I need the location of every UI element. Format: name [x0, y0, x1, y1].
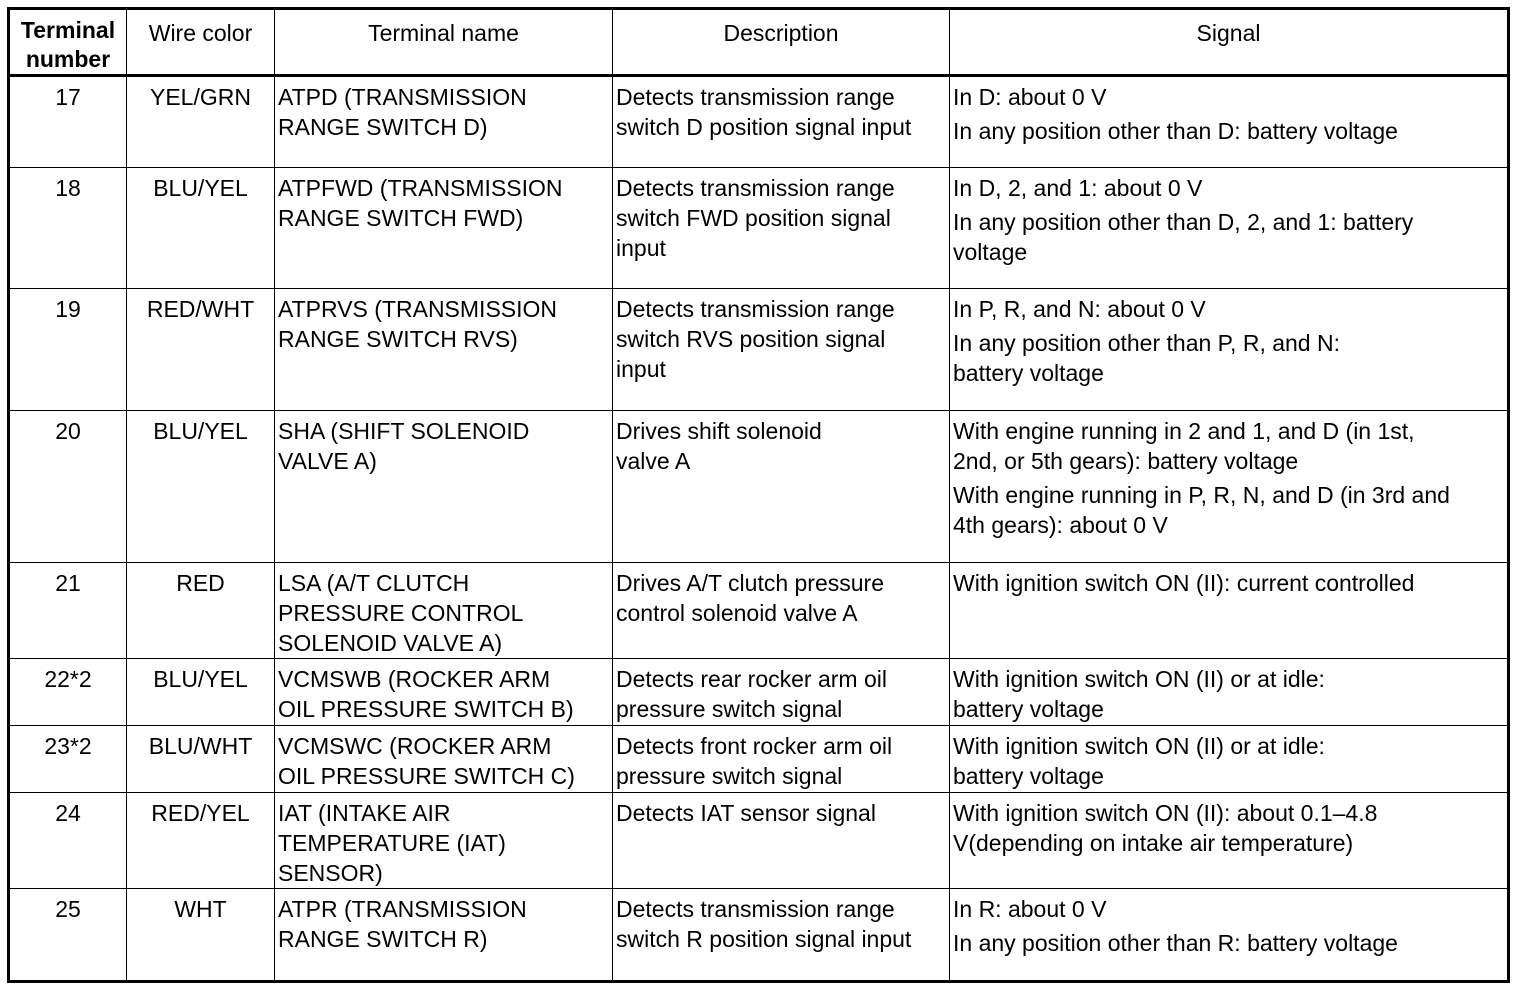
header-row: [9, 9, 1509, 76]
terminal-name-text: LSA (A/T CLUTCH PRESSURE CONTROL SOLENOID VALVE A): [278, 570, 524, 656]
cell-terminal-number: 17: [9, 76, 127, 168]
cell-wire-color: BLU/YEL: [127, 659, 275, 726]
description-text: Detects IAT sensor signal: [616, 800, 876, 826]
cell-terminal-name: [275, 168, 613, 289]
cell-terminal-number: 24: [9, 793, 127, 889]
cell-terminal-name: [275, 793, 613, 889]
terminal-name-text: SHA (SHIFT SOLENOID VALVE A): [278, 418, 530, 474]
cell-description: [613, 289, 950, 411]
table-row: [9, 889, 1509, 982]
cell-description: [613, 563, 950, 659]
cell-description: [613, 889, 950, 982]
cell-description: [613, 76, 950, 168]
table-row: [9, 793, 1509, 889]
cell-terminal-number: 18: [9, 168, 127, 289]
cell-terminal-name: [275, 726, 613, 793]
cell-terminal-name: [275, 411, 613, 563]
cell-description: [613, 411, 950, 563]
header-terminal-number: Terminal number: [9, 9, 127, 76]
cell-wire-color: RED/YEL: [127, 793, 275, 889]
cell-terminal-number: 25: [9, 889, 127, 982]
cell-wire-color: RED/WHT: [127, 289, 275, 411]
cell-terminal-number: 20: [9, 411, 127, 563]
description-text: Detects rear rocker arm oil pressure switch signal: [616, 666, 887, 722]
signal-line-2: With engine running in P, R, N, and D (in 3rd and 4th gears): about 0 V: [953, 482, 1450, 538]
description-text: Detects front rocker arm oil pressure switch signal: [616, 733, 893, 789]
cell-wire-color: BLU/YEL: [127, 411, 275, 563]
signal-line-1: With ignition switch ON (II) or at idle: battery voltage: [953, 666, 1325, 722]
header-wire-color: Wire color: [127, 9, 275, 76]
cell-signal: [950, 659, 1509, 726]
signal-line-2: In any position other than P, R, and N: battery voltage: [953, 330, 1340, 386]
cell-signal: [950, 289, 1509, 411]
description-text: Drives shift solenoid valve A: [616, 418, 822, 474]
cell-signal: [950, 793, 1509, 889]
terminal-table: [7, 7, 1510, 983]
table-row: [9, 76, 1509, 168]
header-description: Description: [613, 9, 950, 76]
signal-line-1: In P, R, and N: about 0 V: [953, 296, 1206, 322]
cell-description: [613, 726, 950, 793]
table-row: [9, 289, 1509, 411]
cell-terminal-name: [275, 659, 613, 726]
cell-terminal-name: [275, 889, 613, 982]
table-row: [9, 659, 1509, 726]
cell-wire-color: WHT: [127, 889, 275, 982]
terminal-name-text: VCMSWC (ROCKER ARM OIL PRESSURE SWITCH C): [278, 733, 575, 789]
cell-signal: [950, 411, 1509, 563]
cell-description: [613, 168, 950, 289]
terminal-name-text: ATPD (TRANSMISSION RANGE SWITCH D): [278, 84, 527, 140]
header-terminal-name: Terminal name: [275, 9, 613, 76]
cell-wire-color: RED: [127, 563, 275, 659]
signal-line-1: With engine running in 2 and 1, and D (in 1st, 2nd, or 5th gears): battery voltage: [953, 418, 1415, 474]
table-row: [9, 726, 1509, 793]
cell-wire-color: BLU/WHT: [127, 726, 275, 793]
cell-description: [613, 793, 950, 889]
signal-line-2: In any position other than R: battery voltage: [953, 930, 1398, 956]
cell-terminal-name: [275, 563, 613, 659]
cell-signal: [950, 563, 1509, 659]
cell-wire-color: BLU/YEL: [127, 168, 275, 289]
cell-signal: [950, 726, 1509, 793]
cell-signal: [950, 76, 1509, 168]
cell-terminal-name: [275, 289, 613, 411]
signal-line-1: In R: about 0 V: [953, 896, 1107, 922]
signal-line-2: In any position other than D, 2, and 1: battery voltage: [953, 209, 1414, 265]
description-text: Detects transmission range switch RVS position signal input: [616, 296, 895, 382]
terminal-name-text: ATPR (TRANSMISSION RANGE SWITCH R): [278, 896, 527, 952]
signal-line-2: In any position other than D: battery voltage: [953, 118, 1398, 144]
signal-line-1: With ignition switch ON (II): current controlled: [953, 570, 1415, 596]
description-text: Detects transmission range switch D position signal input: [616, 84, 912, 140]
cell-signal: [950, 168, 1509, 289]
signal-line-1: In D: about 0 V: [953, 84, 1107, 110]
description-text: Drives A/T clutch pressure control solenoid valve A: [616, 570, 885, 626]
table-row: [9, 563, 1509, 659]
cell-wire-color: YEL/GRN: [127, 76, 275, 168]
header-signal: Signal: [950, 9, 1509, 76]
terminal-name-text: ATPFWD (TRANSMISSION RANGE SWITCH FWD): [278, 175, 563, 231]
cell-terminal-name: [275, 76, 613, 168]
cell-terminal-number: 22*2: [9, 659, 127, 726]
cell-description: [613, 659, 950, 726]
table-row: [9, 411, 1509, 563]
cell-terminal-number: 19: [9, 289, 127, 411]
signal-line-1: With ignition switch ON (II): about 0.1–4.8 V(depending on intake air temperature): [953, 800, 1378, 856]
cell-signal: [950, 889, 1509, 982]
terminal-name-text: ATPRVS (TRANSMISSION RANGE SWITCH RVS): [278, 296, 558, 352]
cell-terminal-number: 23*2: [9, 726, 127, 793]
terminal-name-text: IAT (INTAKE AIR TEMPERATURE (IAT) SENSOR): [278, 800, 506, 886]
cell-terminal-number: 21: [9, 563, 127, 659]
terminal-name-text: VCMSWB (ROCKER ARM OIL PRESSURE SWITCH B): [278, 666, 574, 722]
signal-line-1: With ignition switch ON (II) or at idle: battery voltage: [953, 733, 1325, 789]
description-text: Detects transmission range switch FWD position signal input: [616, 175, 895, 261]
description-text: Detects transmission range switch R position signal input: [616, 896, 912, 952]
signal-line-1: In D, 2, and 1: about 0 V: [953, 175, 1203, 201]
table-row: [9, 168, 1509, 289]
